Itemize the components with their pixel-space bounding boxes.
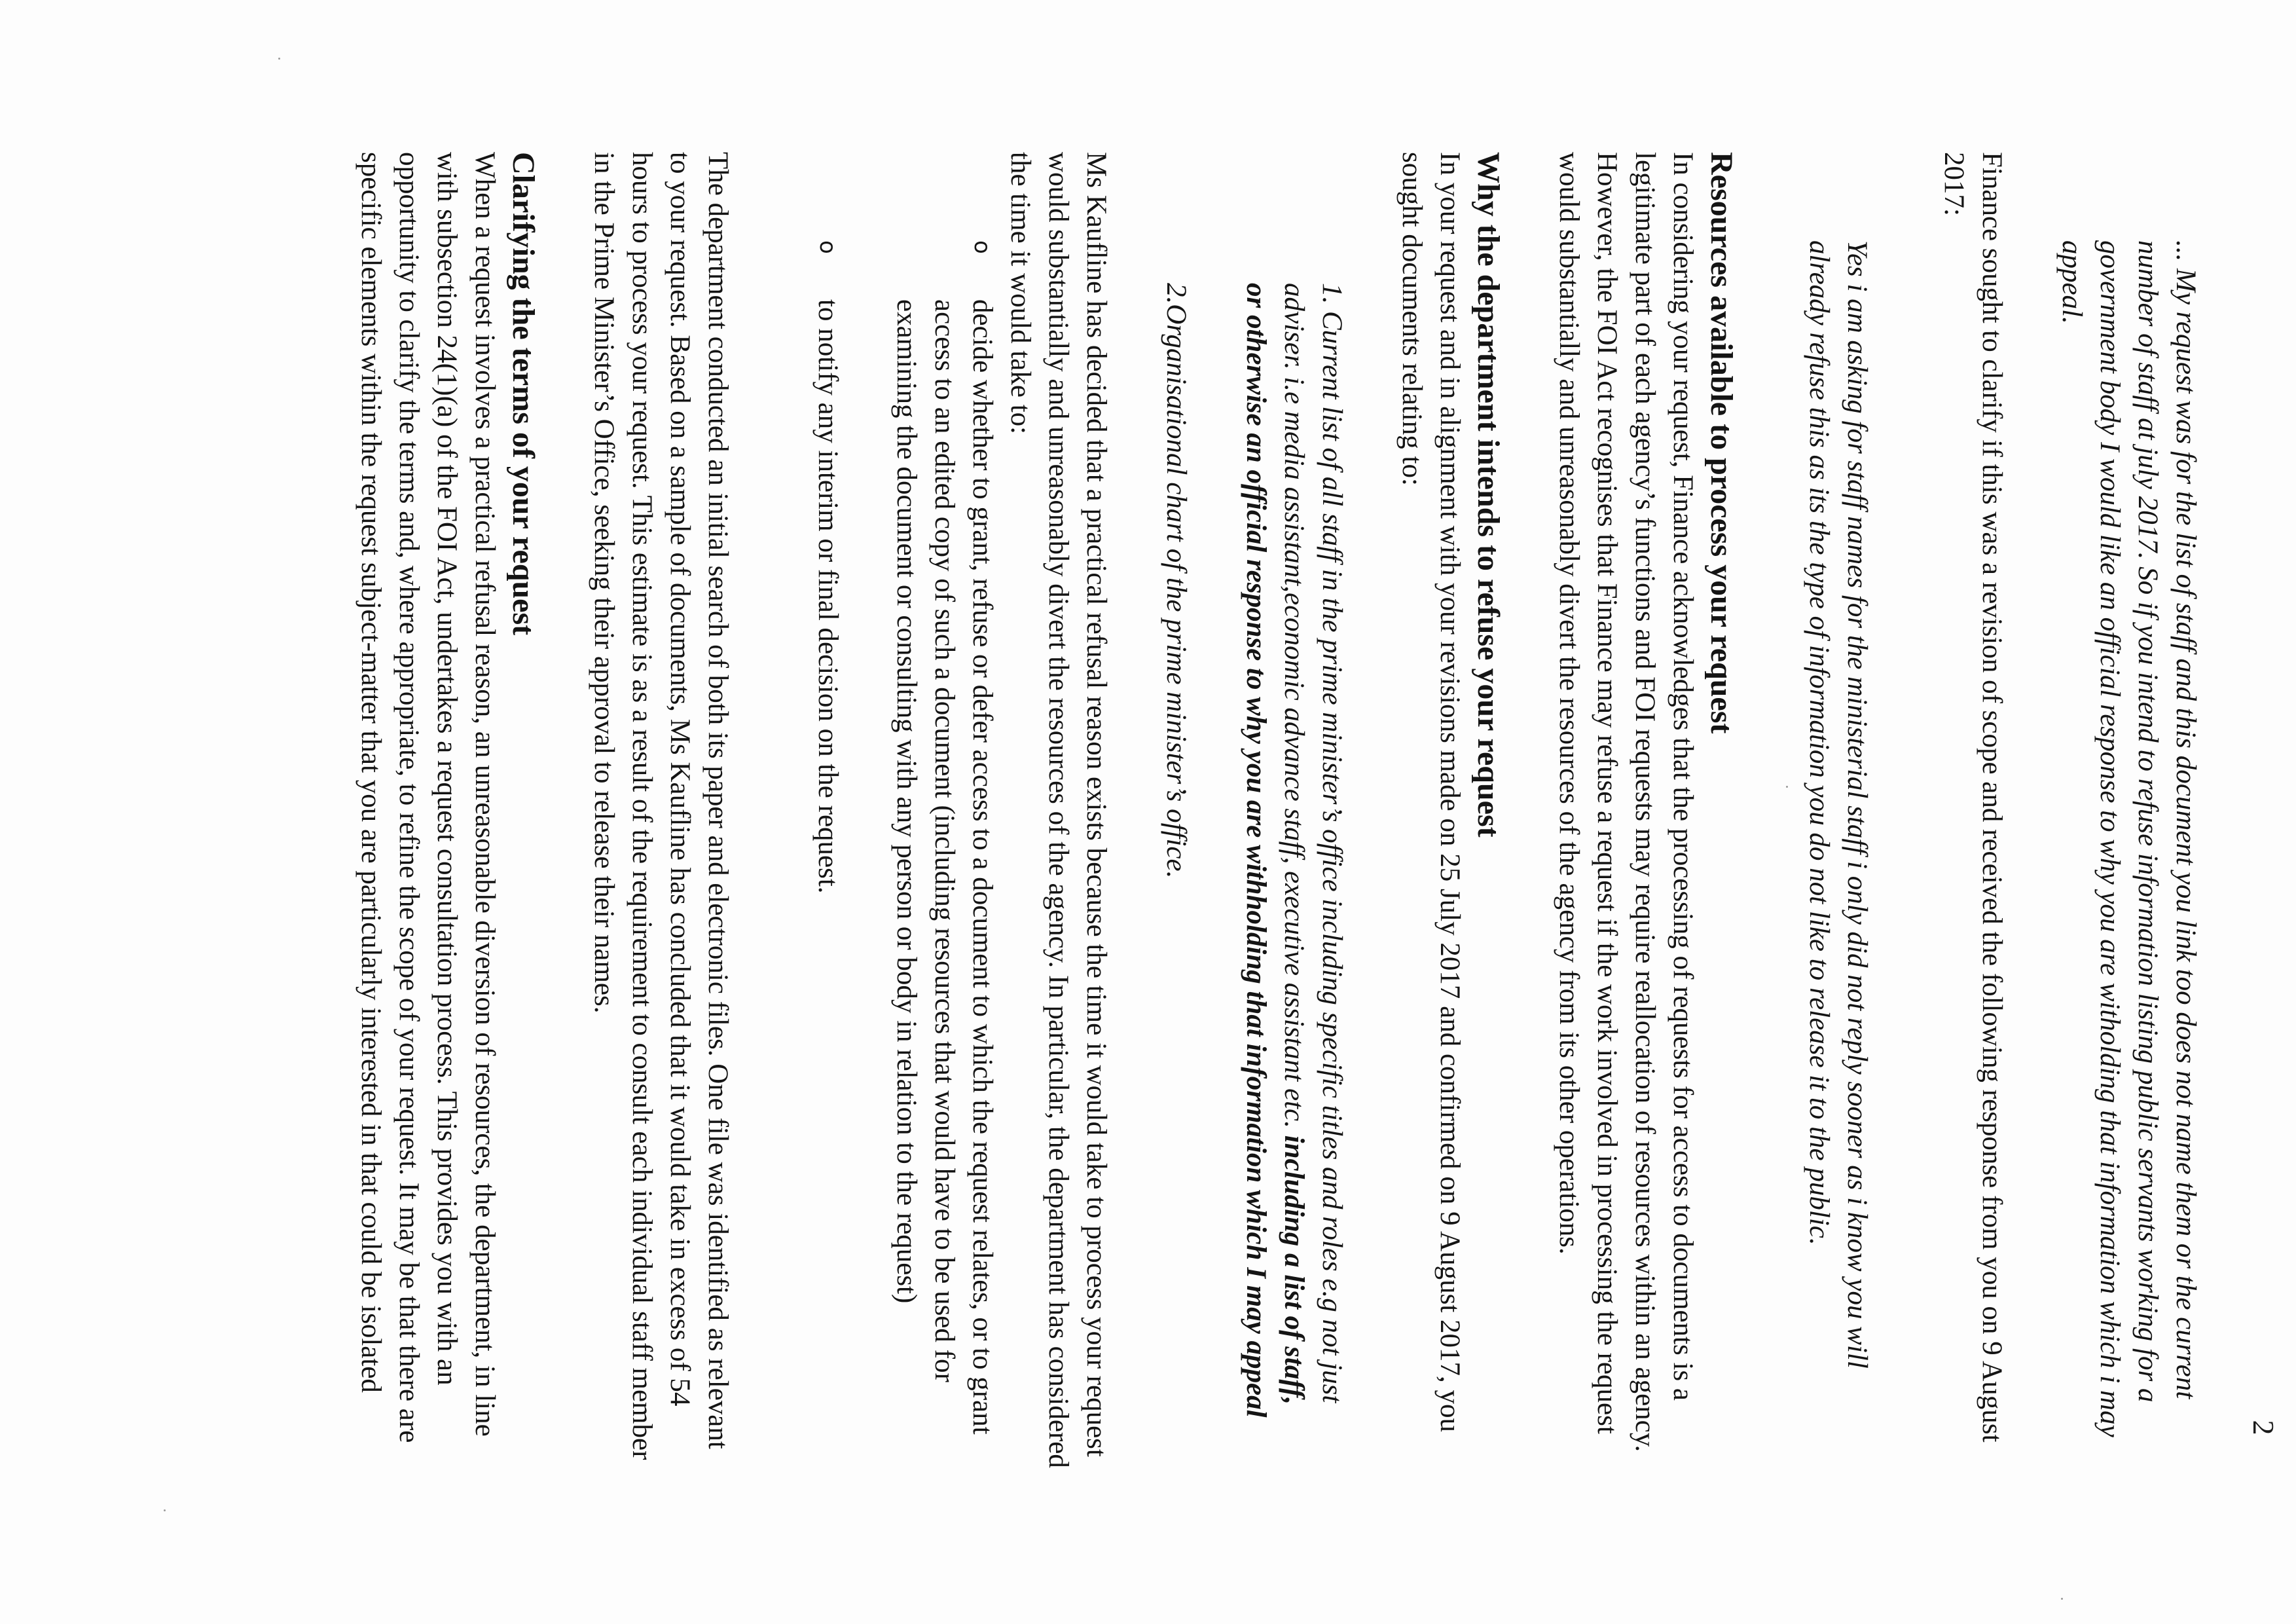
bullet-mark: o xyxy=(969,240,995,254)
requested-item-2: 2.Organisational chart of the prime minister’s office. xyxy=(1161,283,1192,879)
clarify-paragraph: Finance sought to clarify if this was a revision of scope and received the following response from you on 9 August 2017: xyxy=(1939,152,2007,1443)
refuse-paragraph: In your request and in alignment with your revisions made on 25 July 2017 and confirmed on 9 August 2017, you sought documents relating to: xyxy=(1396,152,1465,1433)
reply-quote: Yes i am asking for staff names for the ministerial staff i only did not reply sooner as i know you will already refuse this as its the type of information you do not like to release it to the public. xyxy=(1804,240,1872,1369)
requested-item-1 xyxy=(1237,152,1351,1468)
list-item xyxy=(809,152,847,1468)
bullet-mark: o xyxy=(814,240,841,254)
search-paragraph: The department conducted an initial search of both its paper and electronic files. One file was identified as relevant to your request. Based on a sample of documents, Ms Kaufline has concluded that it would take in excess of 54 hours to process your request. This estimate is as a result of the requirement to consult each individual staff member in the Prime Minister’s Office, seeking their approval to release their names. xyxy=(589,152,733,1460)
clarifying-paragraph: When a request involves a practical refusal reason, an unreasonable diversion of resources, the department, in line with subsection 24(1)(a) of the FOI Act, undertakes a request consultation process. This provides you with an opportunity to clarify the terms and, where appropriate, to refine the scope of your request. It may be that there are specific elements within the request subject-matter that you are particularly interested in that could be isolated xyxy=(355,152,500,1443)
page-number xyxy=(2244,1408,2283,1447)
time-bullet-list xyxy=(809,152,1001,1468)
text-column xyxy=(352,152,2204,1468)
bullet-text: to notify any interim or final decision on the request. xyxy=(812,299,843,894)
intro-quote: ... My request was for the list of staff and this document you link too does not name them or the current number of staff at july 2017. So if you intend to refuse information listing public servants working for a government body I would like an official response to why you are witholding that information which i may appeal. xyxy=(2056,240,2201,1437)
clarifying-heading: Clarifying the terms of your request xyxy=(506,152,541,636)
page-number-label: 2 xyxy=(2247,1420,2280,1435)
time-paragraph: Ms Kaufline has decided that a practical refusal reason exists because the time it would take to process your request would substantially and unreasonably divert the resources of the agency. In particular, the department has considered the time it would take to: xyxy=(1005,152,1112,1468)
resources-paragraph: In considering your request, Finance acknowledges that the processing of requests for access to documents is a legitimate part of each agency’s functions and FOI requests may require reallocation of resources within an agency. However, the FOI Act recognises that Finance may refuse a request if the work involved in processing the request would substantially and unreasonably divert the resources of the agency from its other operations. xyxy=(1554,152,1698,1452)
requested-item-1-emphasis: including a list of staff, or otherwise an official response to why you are withholding that information which I may appeal xyxy=(1241,283,1309,1418)
list-item xyxy=(887,152,1001,1468)
requested-item-1-text: 1. Current list of all staff in the prime minister’s office including specific titles and roles e.g not just adviser. i.e media assistant,economic advance staff, executive assistant etc. xyxy=(1279,283,1347,1403)
bullet-text: decide whether to grant, refuse or defer access to a document to which the request relates, or to grant access to an edited copy of such a document (including resources that would have to be used for examining the document or consulting with any person or body in relation to the request) xyxy=(891,299,998,1435)
refuse-heading: Why the department intends to refuse your request xyxy=(1471,152,1506,838)
resources-heading: Resources available to process your request xyxy=(1704,152,1739,734)
